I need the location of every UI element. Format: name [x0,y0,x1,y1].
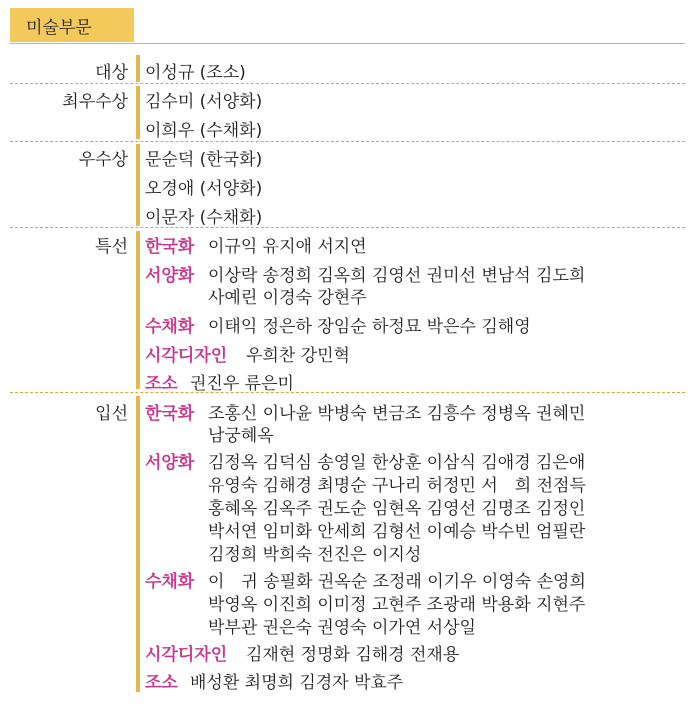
names-line: 박부관 권은숙 권영숙 이가연 서상일 [208,618,476,638]
divider-bar-grand-prize [136,55,140,82]
names-line: 김정희 박희숙 전진은 이지성 [208,545,422,565]
subcategory-western-painting: 서양화 [145,266,195,286]
header-rule [10,43,685,44]
names-line: 이상락 송정희 김옥희 김영선 권미선 변남석 김도희 [208,266,586,286]
names-line: 유영숙 김해경 최명순 구나리 허정민 서 희 전점득 [208,476,586,496]
names-line: 김재현 정명화 김해경 전재용 [246,645,460,665]
names-line: 홍혜옥 김옥주 권도순 임현옥 김영선 김명조 김정인 [208,499,586,519]
section-separator [10,392,685,393]
winner-line: 김수미 (서양화) [145,92,263,112]
names-line: 권진우 류은미 [190,374,294,394]
subcategory-visual-design: 시각디자인 [145,645,228,665]
names-line: 이태익 정은하 장임순 하정묘 박은수 김해영 [208,317,531,337]
names-line: 우희찬 강민혁 [246,346,350,366]
winner-line: 오경애 (서양화) [145,179,263,199]
subcategory-sculpture: 조소 [145,673,178,693]
subcategory-visual-design: 시각디자인 [145,346,228,366]
subcategory-korean-painting: 한국화 [145,237,195,257]
winner-line: 이성규 (조소) [145,63,246,83]
divider-bar-best-excellence [136,86,140,139]
divider-bar-excellence [136,144,140,226]
category-label-excellence: 우수상 [78,150,128,170]
names-line: 이규익 유지애 서지연 [208,237,367,257]
category-label-selected: 입선 [95,404,128,424]
section-separator [10,141,685,142]
names-line: 사예린 이경숙 강현주 [208,288,367,308]
category-label-best-excellence: 최우수상 [62,92,128,112]
names-line: 김정옥 김덕심 송영일 한상훈 이삼식 김애경 김은애 [208,453,586,473]
subcategory-western-painting: 서양화 [145,453,195,473]
winner-line: 문순덕 (한국화) [145,150,263,170]
winner-line: 이희우 (수채화) [145,121,263,141]
names-line: 박영옥 이진희 이미정 고현주 조광래 박용화 지현주 [208,595,586,615]
section-separator [10,83,685,84]
category-label-special: 특선 [95,237,128,257]
names-line: 배성환 최명희 김경자 박효주 [190,673,404,693]
section-title: 미술부문 [26,17,92,38]
divider-bar-selected [136,396,140,692]
names-line: 박서연 임미화 안세희 김형선 이예승 박수빈 엄필란 [208,522,586,542]
subcategory-sculpture: 조소 [145,374,178,394]
category-label-grand-prize: 대상 [95,63,128,83]
names-line: 조홍신 이나윤 박병숙 변금조 김흥수 정병옥 권혜민 [208,404,586,424]
names-line: 이 귀 송필화 권옥순 조정래 이기우 이영숙 손영희 [208,572,586,592]
winner-line: 이문자 (수채화) [145,208,263,228]
subcategory-watercolor: 수채화 [145,572,195,592]
names-line: 남궁혜옥 [208,426,274,446]
subcategory-korean-painting: 한국화 [145,404,195,424]
section-separator [10,227,685,228]
section-header-tab [10,8,134,42]
subcategory-watercolor: 수채화 [145,317,195,337]
divider-bar-special [136,231,140,389]
